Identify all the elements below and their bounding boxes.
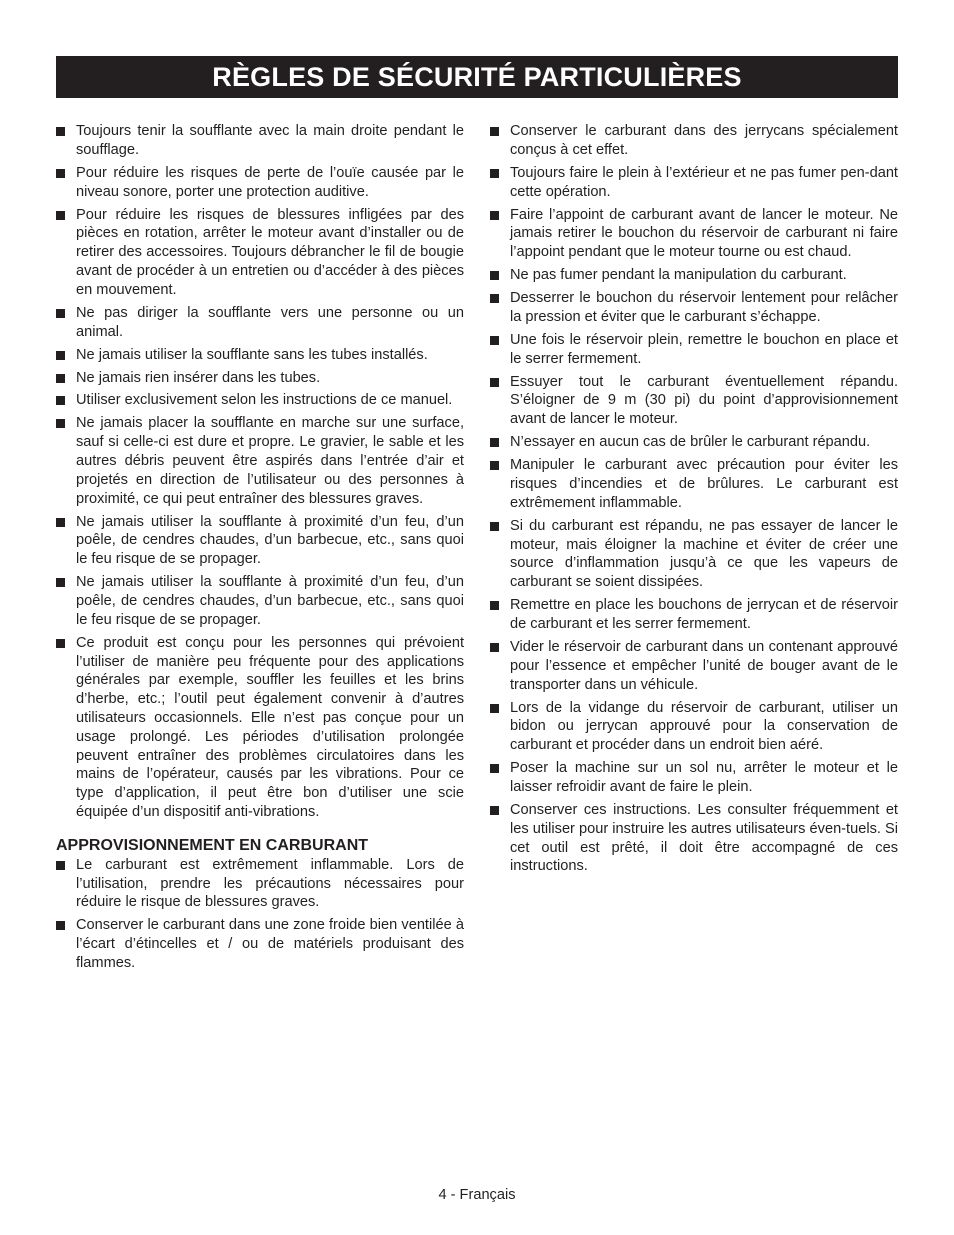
- list-item-text: Une fois le réservoir plein, remettre le bouchon en place et le serrer fermement.: [510, 331, 898, 367]
- square-bullet-icon: [490, 271, 499, 280]
- list-item: [56, 206, 464, 300]
- list-item: [56, 916, 464, 972]
- square-bullet-icon: [56, 374, 65, 383]
- list-item: [56, 634, 464, 822]
- list-item: [490, 517, 898, 592]
- list-item: [56, 414, 464, 508]
- square-bullet-icon: [490, 601, 499, 610]
- square-bullet-icon: [56, 127, 65, 136]
- list-item: [56, 304, 464, 342]
- list-item: [56, 391, 464, 410]
- list-item-text: Utiliser exclusivement selon les instructions de ce manuel.: [76, 392, 453, 409]
- square-bullet-icon: [490, 169, 499, 178]
- list-item: [490, 433, 898, 452]
- list-item-text: Lors de la vidange du réservoir de carburant, utiliser un bidon ou jerrycan approuvé pour la conservation de carburant et procéder dans un endroit bien aéré.: [510, 699, 898, 754]
- list-item-text: Pour réduire les risques de blessures infligées par des pièces en rotation, arrêter le moteur avant d’installer ou de retirer des accessoires. Toujours débrancher le fil de bougie avant de procéder à un entretien ou d’accéder à des pièces en mouvement.: [76, 206, 464, 298]
- square-bullet-icon: [490, 438, 499, 447]
- title-bar: [56, 56, 898, 98]
- list-item: [56, 856, 464, 912]
- list-item-text: N’essayer en aucun cas de brûler le carburant répandu.: [510, 434, 871, 451]
- list-item-text: Remettre en place les bouchons de jerrycan et de réservoir de carburant et les serrer fermement.: [510, 597, 898, 632]
- square-bullet-icon: [490, 643, 499, 652]
- right-column: [490, 122, 898, 880]
- list-item-text: Desserrer le bouchon du réservoir lentement pour relâcher la pression et éviter que le carburant s’échappe.: [510, 290, 898, 325]
- page-title: RÈGLES DE SÉCURITÉ PARTICULIÈRES: [212, 61, 742, 92]
- list-item: [56, 164, 464, 202]
- list-item: [490, 164, 898, 202]
- list-item-text: Ne pas fumer pendant la manipulation du carburant.: [510, 267, 847, 284]
- list-item-text: Ne jamais placer la soufflante en marche sur une surface, sauf si celle-ci est dure et propre. Le gravier, le sable et les autres débris peuvent être aspirés dans l’entrée d’air et projetés en direction de l’utilisateur ou des personnes à proximité, ce qui peut entraîner des blessures graves.: [76, 415, 464, 507]
- square-bullet-icon: [56, 169, 65, 178]
- list-item: [490, 759, 898, 797]
- list-item-text: Conserver le carburant dans des jerrycans spécialement conçus à cet effet.: [510, 123, 898, 158]
- list-item-text: Vider le réservoir de carburant dans un contenant approuvé pour l’essence et empêcher l’unité de bouger avant de le transporter dans un véhicule.: [510, 638, 898, 693]
- list-item-text: Le carburant est extrêmement inflammable. Lors de l’utilisation, prendre les précautions nécessaires pour réduire le risque de blessures graves.: [76, 856, 464, 911]
- square-bullet-icon: [56, 639, 65, 648]
- square-bullet-icon: [490, 461, 499, 470]
- list-item: [56, 346, 464, 365]
- list-item-text: Ne jamais utiliser la soufflante sans les tubes installés.: [76, 346, 428, 363]
- list-item-text: Manipuler le carburant avec précaution pour éviter les risques d’incendies et de brûlures. Le carburant est extrêmement inflammable.: [510, 457, 898, 511]
- list-item: [490, 373, 898, 429]
- section-heading-fuel: APPROVISIONNEMENT EN CARBURANT: [56, 836, 369, 854]
- square-bullet-icon: [56, 419, 65, 428]
- list-item-text: Faire l’appoint de carburant avant de lancer le moteur. Ne jamais retirer le bouchon du réservoir de carburant ni faire l’appoint pendant que le moteur tourne ou est chaud.: [510, 206, 898, 261]
- list-item-text: Ne jamais utiliser la soufflante à proximité d’un feu, d’un poêle, de cendres chaudes, d’un barbecue, etc., sans quoi le feu risque de se propager.: [76, 513, 464, 568]
- list-item-text: Ne jamais rien insérer dans les tubes.: [76, 369, 321, 386]
- page-number: 4 - Français: [438, 1187, 516, 1203]
- list-item-text: Pour réduire les risques de perte de l’ouïe causée par le niveau sonore, porter une protection auditive.: [76, 164, 464, 200]
- list-item-text: Essuyer tout le carburant éventuellement répandu. S’éloigner de 9 m (30 pi) du point d’approvisionnement avant de lancer le moteur.: [510, 373, 898, 428]
- square-bullet-icon: [490, 294, 499, 303]
- safety-rules-list: [56, 122, 464, 822]
- list-item: [490, 289, 898, 327]
- list-item: [490, 801, 898, 876]
- list-item-text: Toujours faire le plein à l’extérieur et ne pas fumer pen-dant cette opération.: [510, 164, 898, 200]
- square-bullet-icon: [490, 806, 499, 815]
- square-bullet-icon: [56, 518, 65, 527]
- list-item-text: Si du carburant est répandu, ne pas essayer de lancer le moteur, mais éloigner la machine et éviter de créer une source d’inflammation jusqu’à ce que les vapeurs de carburant se soient dissipées.: [510, 517, 898, 591]
- list-item: [56, 369, 464, 388]
- square-bullet-icon: [56, 921, 65, 930]
- square-bullet-icon: [490, 336, 499, 345]
- list-item-text: Conserver le carburant dans une zone froide bien ventilée à l’écart d’étincelles et / ou de matériels produisant des flammes.: [76, 917, 464, 971]
- square-bullet-icon: [490, 211, 499, 220]
- square-bullet-icon: [56, 309, 65, 318]
- list-item: [56, 513, 464, 569]
- list-item: [490, 699, 898, 755]
- list-item: [490, 266, 898, 285]
- square-bullet-icon: [490, 378, 499, 387]
- square-bullet-icon: [490, 522, 499, 531]
- list-item: [490, 206, 898, 262]
- list-item: [490, 331, 898, 369]
- list-item-text: Ne pas diriger la soufflante vers une personne ou un animal.: [76, 304, 464, 340]
- list-item-text: Ne jamais utiliser la soufflante à proximité d’un feu, d’un poêle, de cendres chaudes, d’un barbecue, etc., sans quoi le feu risque de se propager.: [76, 574, 464, 628]
- square-bullet-icon: [56, 861, 65, 870]
- left-column: [56, 122, 464, 977]
- list-item-text: Poser la machine sur un sol nu, arrêter le moteur et le laisser refroidir avant de faire le plein.: [510, 760, 898, 795]
- list-item-text: Toujours tenir la soufflante avec la main droite pendant le soufflage.: [76, 123, 464, 158]
- square-bullet-icon: [56, 351, 65, 360]
- list-item: [490, 638, 898, 694]
- square-bullet-icon: [56, 578, 65, 587]
- list-item-text: Conserver ces instructions. Les consulter fréquemment et les utiliser pour instruire les autres utilisateurs éven-tuels. Si cet outil est prêté, il doit être accompagné de ces instructions.: [510, 801, 898, 875]
- square-bullet-icon: [56, 396, 65, 405]
- square-bullet-icon: [490, 704, 499, 713]
- square-bullet-icon: [490, 764, 499, 773]
- square-bullet-icon: [490, 127, 499, 136]
- list-item: [490, 122, 898, 160]
- list-item: [490, 596, 898, 634]
- list-item: [490, 456, 898, 512]
- list-item: [56, 573, 464, 629]
- square-bullet-icon: [56, 211, 65, 220]
- fuel-rules-list-continued: [490, 122, 898, 876]
- list-item: [56, 122, 464, 160]
- list-item-text: Ce produit est conçu pour les personnes qui prévoient l’utiliser de manière peu fréquente pour des applications générales par exemple, souffler les feuilles et les brins d’herbe, etc.; l’outil peut également convenir à d’autres utilisateurs occasionnels. Elle n’est pas conçue pour un usage prolongé. Les périodes d’utilisation prolongée peuvent entraîner des problèmes circulatoires dans les mains de l’opérateur, causés par les vibrations. Pour ce type d’application, il peut être bon d’utiliser une scie équipée d’un dispositif anti-vibrations.: [76, 634, 464, 820]
- fuel-rules-list: [56, 856, 464, 973]
